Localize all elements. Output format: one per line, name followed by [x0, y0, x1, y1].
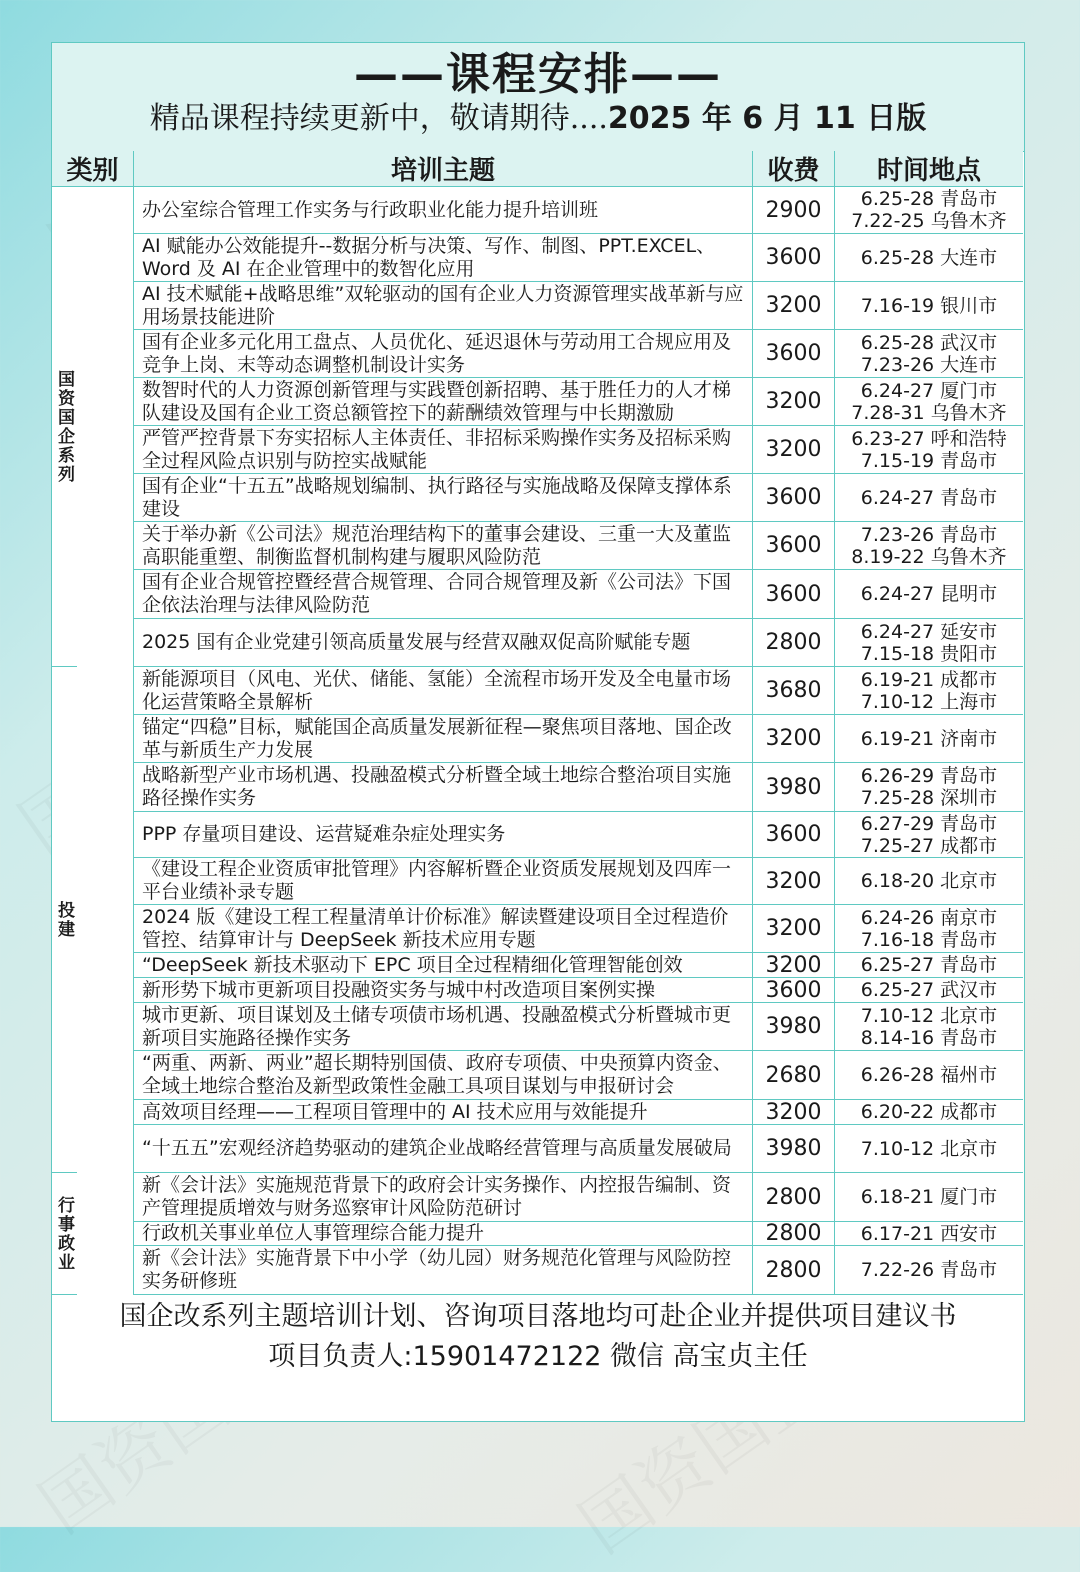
course-topic: 新能源项目（风电、光伏、储能、氢能）全流程市场开发及全电量市场化运营策略全景解析 — [134, 667, 753, 714]
course-topic: 国有企业“十五五”战略规划编制、执行路径与实施战略及保障支撑体系建设 — [134, 474, 753, 521]
course-fee: 2800 — [753, 1173, 835, 1221]
course-fee: 2800 — [753, 619, 835, 666]
course-topic: 国有企业多元化用工盘点、人员优化、延迟退休与劳动用工合规应用及竞争上岗、末等动态调整机制设计实务 — [134, 330, 753, 377]
schedule-entry: 6.17-21 西安市 — [860, 1222, 998, 1245]
table-row — [134, 858, 1023, 905]
schedule-entry: 8.14-16 青岛市 — [860, 1026, 998, 1049]
schedule-entry: 7.28-31 乌鲁木齐 — [851, 401, 1007, 424]
course-fee: 3600 — [753, 474, 835, 521]
table-row — [134, 426, 1023, 474]
course-fee: 3200 — [753, 953, 835, 977]
course-topic: 2025 国有企业党建引领高质量发展与经营双融双促高阶赋能专题 — [134, 619, 753, 666]
course-time-place — [835, 1173, 1023, 1221]
schedule-entry: 7.10-12 上海市 — [860, 690, 998, 713]
course-topic: “两重、两新、两业”超长期特别国债、政府专项债、中央预算内资金、全域土地综合整治及新型政策性金融工具项目谋划与申报研讨会 — [134, 1051, 753, 1099]
course-fee: 3200 — [753, 282, 835, 329]
page-subtitle — [52, 99, 1024, 139]
course-time-place — [835, 905, 1023, 952]
table-row — [134, 1125, 1023, 1173]
course-time-place — [835, 812, 1023, 857]
course-fee: 3200 — [753, 1100, 835, 1124]
course-time-place — [835, 763, 1023, 811]
schedule-entry: 7.23-26 大连市 — [860, 353, 998, 376]
course-topic: 新《会计法》实施背景下中小学（幼儿园）财务规范化管理与风险防控实务研修班 — [134, 1246, 753, 1294]
course-topic: PPP 存量项目建设、运营疑难杂症处理实务 — [134, 812, 753, 857]
schedule-entry: 6.23-27 呼和浩特 — [851, 427, 1007, 450]
table-row — [134, 619, 1023, 667]
schedule-entry: 6.27-29 青岛市 — [860, 812, 998, 835]
header-topic: 培训主题 — [134, 151, 753, 186]
schedule-entry: 6.25-28 青岛市 — [860, 188, 998, 210]
schedule-entry: 7.22-25 乌鲁木齐 — [851, 210, 1007, 232]
table-row — [134, 1173, 1023, 1222]
schedule-entry: 6.18-21 厦门市 — [860, 1186, 998, 1208]
schedule-entry: 7.15-19 青岛市 — [860, 449, 998, 472]
footer-note: 国企改系列主题培训计划、咨询项目落地均可赴企业并提供项目建议书 — [119, 1301, 957, 1332]
course-time-place — [835, 858, 1023, 904]
course-time-place — [835, 715, 1023, 762]
course-time-place — [835, 667, 1023, 714]
schedule-entry: 6.24-27 延安市 — [860, 620, 998, 643]
table-row — [134, 1222, 1023, 1246]
header-fee: 收费 — [753, 151, 835, 186]
course-topic: 行政机关事业单位人事管理综合能力提升 — [134, 1222, 753, 1245]
table-row — [134, 234, 1023, 282]
course-fee: 3980 — [753, 1003, 835, 1050]
table-row — [134, 522, 1023, 570]
header-panel — [52, 43, 1024, 152]
course-time-place — [835, 953, 1023, 977]
course-time-place — [835, 1125, 1023, 1172]
course-topic: 城市更新、项目谋划及土储专项债市场机遇、投融盈模式分析暨城市更新项目实施路径操作实务 — [134, 1003, 753, 1050]
course-topic: 新形势下城市更新项目投融资实务与城中村改造项目案例实操 — [134, 978, 753, 1002]
course-time-place — [835, 1246, 1023, 1294]
course-topic: 战略新型产业市场机遇、投融盈模式分析暨全域土地综合整治项目实施路径操作实务 — [134, 763, 753, 811]
schedule-entry: 6.24-27 昆明市 — [860, 583, 998, 605]
course-time-place — [835, 1100, 1023, 1124]
course-fee: 2800 — [753, 1222, 835, 1245]
course-fee: 3680 — [753, 667, 835, 714]
schedule-entry: 8.19-22 乌鲁木齐 — [851, 545, 1007, 568]
course-topic: AI 技术赋能+战略思维”双轮驱动的国有企业人力资源管理实战革新与应用场景技能进阶 — [134, 282, 753, 329]
course-topic: 关于举办新《公司法》规范治理结构下的董事会建设、三重一大及董监高职能重塑、制衡监督机制构建与履职风险防范 — [134, 522, 753, 569]
schedule-entry: 7.10-12 北京市 — [860, 1004, 998, 1027]
schedule-entry: 6.19-21 济南市 — [860, 727, 998, 750]
course-topic: 办公室综合管理工作实务与行政职业化能力提升培训班 — [134, 187, 753, 233]
course-time-place — [835, 426, 1023, 473]
schedule-entry: 6.26-28 福州市 — [860, 1064, 998, 1086]
course-fee: 3200 — [753, 905, 835, 952]
schedule-entry: 6.25-27 武汉市 — [860, 979, 998, 1001]
schedule-entry: 6.26-29 青岛市 — [860, 765, 998, 787]
course-topic: 2024 版《建设工程工程量清单计价标准》解读暨建设项目全过程造价管控、结算审计与 DeepSeek 新技术应用专题 — [134, 905, 753, 952]
table-row — [134, 763, 1023, 812]
schedule-entry: 6.25-28 大连市 — [860, 246, 998, 269]
course-time-place — [835, 978, 1023, 1002]
course-time-place — [835, 282, 1023, 329]
course-topic: 《建设工程企业资质审批管理》内容解析暨企业资质发展规划及四库一平台业绩补录专题 — [134, 858, 753, 904]
schedule-entry: 6.25-27 青岛市 — [860, 954, 998, 976]
course-fee: 3600 — [753, 570, 835, 618]
course-time-place — [835, 378, 1023, 425]
course-fee: 2800 — [753, 1246, 835, 1294]
course-fee: 3980 — [753, 1125, 835, 1172]
course-time-place — [835, 1003, 1023, 1050]
category-column — [52, 187, 134, 1295]
course-fee: 3200 — [753, 858, 835, 904]
schedule-entry: 7.10-12 北京市 — [860, 1137, 998, 1160]
schedule-entry: 7.15-18 贵阳市 — [860, 642, 998, 665]
schedule-entry: 6.24-27 青岛市 — [860, 486, 998, 509]
schedule-entry: 6.24-26 南京市 — [860, 906, 998, 929]
subtitle-date: 2025 年 6 月 11 日版 — [607, 101, 927, 136]
schedule-entry: 6.24-27 厦门市 — [860, 379, 998, 402]
schedule-entry: 6.20-22 成都市 — [860, 1101, 998, 1123]
table-row — [134, 282, 1023, 330]
table-row — [134, 1246, 1023, 1295]
course-fee: 3600 — [753, 522, 835, 569]
schedule-entry: 7.22-26 青岛市 — [860, 1259, 998, 1281]
course-time-place — [835, 187, 1023, 233]
table-row — [134, 812, 1023, 858]
category-label: 行事政业 — [52, 1173, 77, 1295]
course-fee: 3200 — [753, 715, 835, 762]
course-time-place — [835, 474, 1023, 521]
category-label: 投建 — [52, 667, 77, 1173]
course-fee: 2900 — [753, 187, 835, 233]
table-row — [134, 570, 1023, 619]
table-row — [134, 474, 1023, 522]
table-header — [52, 151, 1023, 187]
table-row — [134, 330, 1023, 378]
course-topic: 锚定“四稳”目标，赋能国企高质量发展新征程—聚焦项目落地、国企改革与新质生产力发展 — [134, 715, 753, 762]
schedule-entry: 7.23-26 青岛市 — [860, 523, 998, 546]
course-fee: 3200 — [753, 378, 835, 425]
table-body — [52, 187, 1023, 1295]
footer-contact: 项目负责人:15901472122 微信 高宝贞主任 — [268, 1341, 808, 1372]
table-row — [134, 1051, 1023, 1100]
schedule-card — [51, 42, 1025, 1422]
schedule-entry: 7.25-27 成都市 — [860, 834, 998, 857]
course-topic: “DeepSeek 新技术驱动下 EPC 项目全过程精细化管理智能创效 — [134, 953, 753, 977]
table-row — [134, 1100, 1023, 1125]
course-fee: 3200 — [753, 426, 835, 473]
schedule-entry: 6.19-21 成都市 — [860, 668, 998, 691]
course-time-place — [835, 522, 1023, 569]
schedule-entry: 6.18-20 北京市 — [860, 870, 998, 892]
course-fee: 3600 — [753, 812, 835, 857]
course-topic: AI 赋能办公效能提升--数据分析与决策、写作、制图、PPT.EXCEL、Word 及 AI 在企业管理中的数智化应用 — [134, 234, 753, 281]
table-row — [134, 953, 1023, 978]
schedule-entry: 6.25-28 武汉市 — [860, 331, 998, 354]
course-time-place — [835, 570, 1023, 618]
course-fee: 2680 — [753, 1051, 835, 1099]
subtitle-prefix: 精品课程持续更新中，敬请期待.... — [149, 101, 608, 136]
table-row — [134, 378, 1023, 426]
course-fee: 3600 — [753, 978, 835, 1002]
table-rows — [134, 187, 1023, 1295]
course-topic: 新《会计法》实施规范背景下的政府会计实务操作、内控报告编制、资产管理提质增效与财务巡察审计风险防范研讨 — [134, 1173, 753, 1221]
course-topic: 国有企业合规管控暨经营合规管理、合同合规管理及新《公司法》下国企依法治理与法律风险防范 — [134, 570, 753, 618]
table-row — [134, 978, 1023, 1003]
course-topic: 数智时代的人力资源创新管理与实践暨创新招聘、基于胜任力的人才梯队建设及国有企业工资总额管控下的薪酬绩效管理与中长期激励 — [134, 378, 753, 425]
course-fee: 3600 — [753, 234, 835, 281]
course-table — [52, 151, 1023, 1295]
table-row — [134, 667, 1023, 715]
course-time-place — [835, 330, 1023, 377]
course-time-place — [835, 1222, 1023, 1245]
course-topic: 高效项目经理——工程项目管理中的 AI 技术应用与效能提升 — [134, 1100, 753, 1124]
schedule-entry: 7.25-28 深圳市 — [860, 787, 998, 809]
course-time-place — [835, 619, 1023, 666]
table-row — [134, 187, 1023, 234]
schedule-entry: 7.16-18 青岛市 — [860, 928, 998, 951]
course-fee: 3980 — [753, 763, 835, 811]
page-title: ——课程安排—— — [354, 49, 722, 100]
footer — [52, 1297, 1024, 1377]
course-topic: 严管严控背景下夯实招标人主体责任、非招标采购操作实务及招标采购全过程风险点识别与防控实战赋能 — [134, 426, 753, 473]
course-time-place — [835, 234, 1023, 281]
table-row — [134, 905, 1023, 953]
course-topic: “十五五”宏观经济趋势驱动的建筑企业战略经营管理与高质量发展破局 — [134, 1125, 753, 1172]
course-time-place — [835, 1051, 1023, 1099]
table-row — [134, 715, 1023, 763]
schedule-entry: 7.16-19 银川市 — [860, 294, 998, 317]
header-category: 类别 — [52, 151, 134, 186]
table-row — [134, 1003, 1023, 1051]
category-label: 国资国企系列 — [52, 187, 77, 667]
header-time-place: 时间地点 — [876, 156, 981, 186]
course-fee: 3600 — [753, 330, 835, 377]
